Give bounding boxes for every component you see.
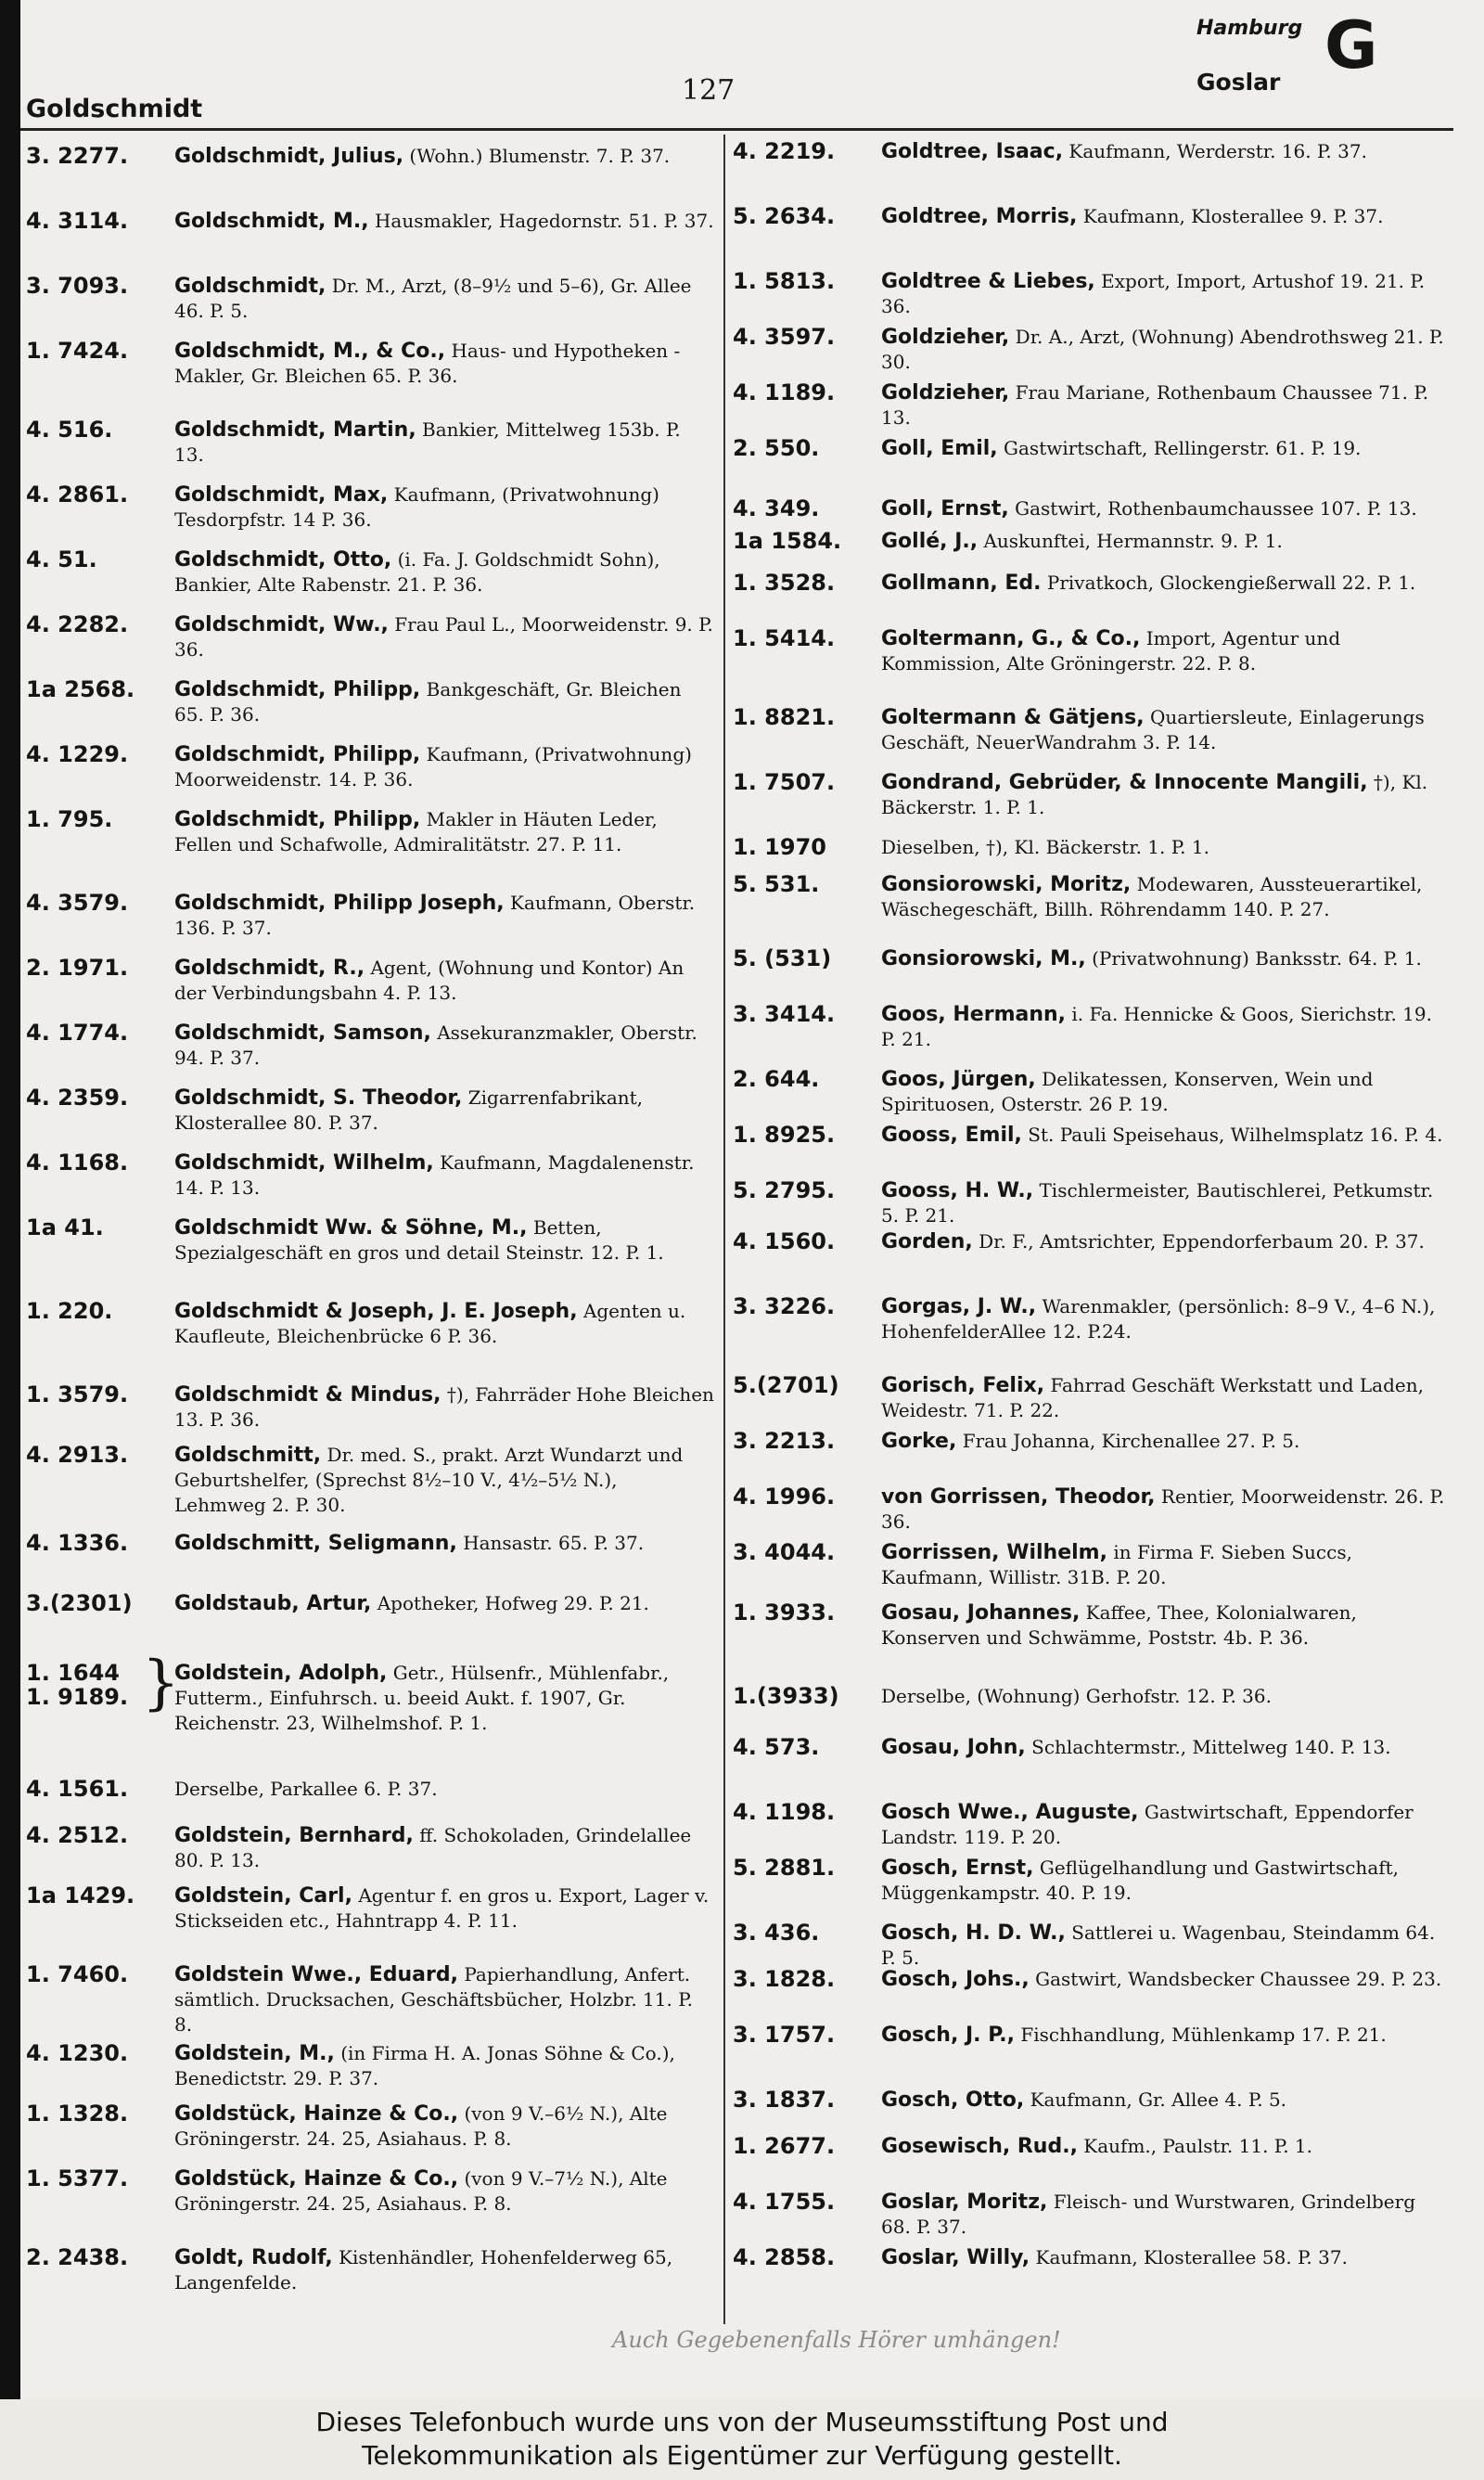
entry-details: (in Firma H. A. Jonas Söhne & Co.), Benedictstr. 29. P. 37. <box>174 2042 675 2089</box>
entry-details: in Firma F. Sieben Succs, Kaufmann, Willistr. 31B. P. 20. <box>881 1541 1352 1588</box>
entry-text <box>881 705 1447 755</box>
entry-number: 5. 531. <box>733 871 820 897</box>
entry-text <box>881 835 1447 860</box>
entry-details: (Wohn.) Blumenstr. 7. P. 37. <box>409 145 671 167</box>
entry-number: 2. 1971. <box>26 955 129 981</box>
entry-text <box>174 274 714 324</box>
entry-text <box>881 1123 1447 1148</box>
entry-number: 1. 8925. <box>733 1122 836 1148</box>
entry-details: Fleisch- und Wurstwaren, Grindelberg 68. P. 37. <box>881 2191 1415 2238</box>
entry-text <box>881 770 1447 820</box>
brace-glyph: } <box>142 1649 180 1717</box>
entry-number: 4. 573. <box>733 1734 820 1760</box>
entry-text <box>881 1856 1447 1906</box>
entry-text <box>881 1921 1447 1971</box>
entry-details: Kaufmann, (Privatwohnung) Tesdorpfstr. 14 P. 36. <box>174 483 659 531</box>
entry-number: 4. 3114. <box>26 208 129 234</box>
entry-text <box>881 380 1447 430</box>
entry-name: Goldstein, Carl, <box>174 1884 352 1908</box>
entry-number: 4. 3579. <box>26 890 129 916</box>
entry-number: 4. 1168. <box>26 1150 129 1176</box>
entry-details: Apotheker, Hofweg 29. P. 21. <box>377 1592 649 1614</box>
entry-details: Bankier, Mittelweg 153b. P. 13. <box>174 418 681 466</box>
entry-text <box>881 571 1447 596</box>
entry-details: Fahrrad Geschäft Werkstatt und Laden, Weidestr. 71. P. 22. <box>881 1374 1424 1421</box>
entry-details: Export, Import, Artushof 19. 21. P. 36. <box>881 270 1426 317</box>
entry-number: 1. 7424. <box>26 338 129 364</box>
entry-text <box>174 1962 714 2037</box>
entry-details: (Privatwohnung) Banksstr. 64. P. 1. <box>1092 947 1422 970</box>
entry-name: Gooss, Emil, <box>881 1124 1022 1147</box>
entry-text <box>881 1600 1447 1651</box>
entry-number: 4. 1229. <box>26 741 129 767</box>
entry-number: 1. 8821. <box>733 704 836 730</box>
entry-text <box>174 144 714 169</box>
banner-line-1: Dieses Telefonbuch wurde uns von der Museumsstiftung Post und <box>315 2407 1169 2437</box>
entry-text <box>174 1883 714 1934</box>
entry-name: Gosch, Ernst, <box>881 1857 1034 1880</box>
entry-details: Geflügelhandlung und Gastwirtschaft, Müggenkampstr. 40. P. 19. <box>881 1857 1400 1904</box>
entry-details: Betten, Spezialgeschäft en gros und detail Steinstr. 12. P. 1. <box>174 1216 664 1264</box>
entry-text <box>881 1540 1447 1590</box>
entry-text <box>174 418 714 468</box>
entry-name: Goldschmitt, <box>174 1444 322 1467</box>
entry-name: Goldschmidt, <box>174 275 326 298</box>
entry-details: Dr. F., Amtsrichter, Eppendorferbaum 20. P. 37. <box>979 1230 1425 1253</box>
entry-text <box>881 626 1447 676</box>
entry-text <box>174 742 714 792</box>
entry-text <box>881 2190 1447 2240</box>
entry-name: Gosch Wwe., Auguste, <box>881 1801 1139 1824</box>
entry-details: Bankgeschäft, Gr. Bleichen 65. P. 36. <box>174 678 682 726</box>
entry-name: Gosch, J. P., <box>881 2024 1015 2047</box>
entry-details: Haus- und Hypotheken - Makler, Gr. Bleichen 65. P. 36. <box>174 340 681 387</box>
entry-number: 1. 1644 <box>26 1660 120 1686</box>
entry-number: 1. 1970 <box>733 834 826 860</box>
entry-number: 4. 349. <box>733 495 820 521</box>
entry-number: 4. 1198. <box>733 1799 836 1825</box>
entry-number: 5. (531) <box>733 945 832 971</box>
entry-text <box>881 1684 1447 1709</box>
entry-text <box>174 1382 714 1433</box>
entry-number: 3. 436. <box>733 1920 820 1946</box>
entry-name: Goldschmidt, Philipp, <box>174 678 421 701</box>
entry-text <box>881 436 1447 461</box>
entry-number: 4. 51. <box>26 546 97 572</box>
entry-number: 4. 1755. <box>733 2189 836 2215</box>
entry-text <box>881 2134 1447 2159</box>
entry-details: Agentur f. en gros u. Export, Lager v. Stickseiden etc., Hahntrapp 4. P. 11. <box>174 1884 710 1932</box>
entry-details: Fischhandlung, Mühlenkamp 17. P. 21. <box>1020 2024 1387 2046</box>
entry-name: Goldstück, Hainze & Co., <box>174 2102 459 2126</box>
entry-details: Kaufmann, Klosterallee 58. P. 37. <box>1035 2246 1348 2268</box>
entry-number: 4. 2282. <box>26 611 129 637</box>
entry-number: 4. 2219. <box>733 138 836 164</box>
entry-details: Gastwirt, Rothenbaumchaussee 107. P. 13. <box>1015 497 1417 520</box>
entry-text <box>174 2101 714 2152</box>
entry-text <box>174 1531 714 1556</box>
entry-name: Goldschmitt, Seligmann, <box>174 1532 457 1555</box>
entry-details: Agent, (Wohnung und Kontor) An der Verbindungsbahn 4. P. 13. <box>174 957 684 1004</box>
entry-number: 4. 2359. <box>26 1085 129 1111</box>
entry-details: Kistenhändler, Hohenfelderweg 65, Langenfelde. <box>174 2246 673 2294</box>
entry-name: Gosau, John, <box>881 1736 1026 1759</box>
entry-name: Goldschmidt, Max, <box>174 483 389 507</box>
entry-details: ff. Schokoladen, Grindelallee 80. P. 13. <box>174 1824 692 1871</box>
entry-name: Gosch, Otto, <box>881 2088 1025 2112</box>
entry-details: Hansastr. 65. P. 37. <box>463 1532 645 1554</box>
entry-number: 4. 1189. <box>733 379 836 405</box>
entry-details: Frau Johanna, Kirchenallee 27. P. 5. <box>962 1430 1300 1452</box>
entry-number: 1.(3933) <box>733 1683 839 1709</box>
entry-text <box>881 1484 1447 1535</box>
entry-details: Dieselben, †), Kl. Bäckerstr. 1. P. 1. <box>881 836 1209 858</box>
entry-number: 3. 2213. <box>733 1428 836 1454</box>
entry-number: 4. 2861. <box>26 482 129 508</box>
entry-details: Dr. A., Arzt, (Wohnung) Abendrothsweg 21. P. 30. <box>881 326 1444 373</box>
entry-details: Delikatessen, Konserven, Wein und Spirituosen, Osterstr. 26 P. 19. <box>881 1068 1374 1115</box>
entry-text <box>174 209 714 234</box>
entry-text <box>174 807 714 857</box>
entry-name: Goldschmidt, Martin, <box>174 418 416 442</box>
entry-name: Goltermann, G., & Co., <box>881 627 1141 650</box>
running-head-area: Goslar <box>1196 69 1281 96</box>
footer-note: Auch Gegebenenfalls Hörer umhängen! <box>612 2327 1061 2353</box>
entry-name: Goldschmidt, Philipp, <box>174 808 421 831</box>
entry-name: Goltermann & Gätjens, <box>881 706 1145 729</box>
entry-name: Gollé, J., <box>881 530 979 553</box>
entry-number: 5.(2701) <box>733 1372 839 1398</box>
entry-details: Dr. M., Arzt, (8–9½ und 5–6), Gr. Allee 46. P. 5. <box>174 275 692 322</box>
entry-details: Sattlerei u. Wagenbau, Steindamm 64. P. 5. <box>881 1921 1436 1969</box>
entry-details: Auskunftei, Hermannstr. 9. P. 1. <box>983 530 1283 552</box>
entry-name: Gosch, H. D. W., <box>881 1921 1066 1945</box>
entry-number: 3.(2301) <box>26 1590 133 1616</box>
entry-text <box>174 2245 714 2295</box>
entry-name: Goldschmidt, Julius, <box>174 145 404 168</box>
entry-text <box>174 339 714 389</box>
entry-text <box>881 1373 1447 1423</box>
entry-text <box>174 1443 714 1518</box>
entry-name: Goldschmidt, S. Theodor, <box>174 1086 463 1110</box>
entry-name: Goll, Ernst, <box>881 497 1009 520</box>
entry-number: 4. 1774. <box>26 1020 129 1046</box>
entry-details: (von 9 V.–6½ N.), Alte Gröningerstr. 24. 25, Asiahaus. P. 8. <box>174 2102 668 2150</box>
entry-name: Goldtree, Isaac, <box>881 140 1064 163</box>
entry-text <box>881 496 1447 521</box>
entry-text <box>174 1215 714 1266</box>
entry-name: Goldschmidt, Philipp Joseph, <box>174 892 505 915</box>
entry-number: 5. 2795. <box>733 1177 836 1203</box>
entry-text <box>174 1777 714 1802</box>
entry-details: Kaufmann, Magdalenenstr. 14. P. 13. <box>174 1151 695 1199</box>
entry-details: Warenmakler, (persönlich: 8–9 V., 4–6 N.), HohenfelderAllee 12. P.24. <box>881 1295 1436 1343</box>
entry-number: 4. 516. <box>26 417 113 443</box>
entry-details: Kaufmann, Werderstr. 16. P. 37. <box>1068 140 1367 162</box>
entry-details: Kaffee, Thee, Kolonialwaren, Konserven und Schwämme, Poststr. 4b. P. 36. <box>881 1601 1357 1649</box>
entry-details: Modewaren, Aussteuerartikel, Wäschegeschäft, Billh. Röhrendamm 140. P. 27. <box>881 873 1423 920</box>
entry-name: Goldstaub, Artur, <box>174 1592 372 1615</box>
entry-text <box>881 1967 1447 1992</box>
entry-name: Goldstein, Bernhard, <box>174 1824 414 1847</box>
entry-text <box>174 1299 714 1349</box>
entry-name: von Gorrissen, Theodor, <box>881 1485 1156 1509</box>
entry-details: Makler in Häuten Leder, Fellen und Schafwolle, Admiralitätstr. 27. P. 11. <box>174 808 658 855</box>
scan-edge <box>0 0 20 2399</box>
entry-number: 1a 2568. <box>26 676 135 702</box>
entry-name: Goldzieher, <box>881 326 1010 349</box>
entry-name: Gorrissen, Wilhelm, <box>881 1541 1107 1564</box>
entry-name: Gosch, Johs., <box>881 1968 1030 1991</box>
entry-text <box>881 204 1447 229</box>
entry-number: 1. 2677. <box>733 2133 836 2159</box>
entry-details: Kaufmann, (Privatwohnung) Moorweidenstr. 14. P. 36. <box>174 743 692 790</box>
entry-text <box>881 139 1447 164</box>
entry-details: Kaufmann, Klosterallee 9. P. 37. <box>1082 205 1384 227</box>
entry-number: 1. 5377. <box>26 2165 129 2191</box>
entry-name: Gorden, <box>881 1230 973 1253</box>
entry-text <box>174 956 714 1006</box>
entry-name: Gooss, H. W., <box>881 1179 1034 1202</box>
entry-number: 1. 1328. <box>26 2101 129 2127</box>
running-head-left: Goldschmidt <box>26 95 203 123</box>
entry-details: i. Fa. Hennicke & Goos, Sierichstr. 19. P. 21. <box>881 1003 1432 1050</box>
entry-text <box>174 1086 714 1136</box>
entry-name: Goldschmidt, Ww., <box>174 613 389 636</box>
entry-details: Hausmakler, Hagedornstr. 51. P. 37. <box>374 210 714 232</box>
entry-name: Gorgas, J. W., <box>881 1295 1037 1318</box>
entry-text <box>174 612 714 662</box>
entry-name: Goldstein, Adolph, <box>174 1662 388 1685</box>
entry-number: 2. 2438. <box>26 2244 129 2270</box>
entry-number: 4. 1561. <box>26 1776 129 1802</box>
entry-name: Goldstein, M., <box>174 2042 335 2065</box>
entry-name: Goldschmidt, Philipp, <box>174 743 421 766</box>
entry-name: Goldschmidt, R., <box>174 957 365 980</box>
entry-details: Frau Mariane, Rothenbaum Chaussee 71. P. 13. <box>881 381 1429 429</box>
entry-name: Goslar, Willy, <box>881 2246 1030 2269</box>
entry-text <box>174 482 714 533</box>
entry-number: 4. 1560. <box>733 1228 836 1254</box>
entry-details: Getr., Hülsenfr., Mühlenfabr., Futterm., Einfuhrsch. u. beeid Aukt. f. 1907, Gr. Reichenstr. 23, Wilhelmshof. P. 1. <box>174 1662 670 1734</box>
entry-text <box>881 2245 1447 2270</box>
entry-details: Zigarrenfabrikant, Klosterallee 80. P. 37. <box>174 1086 644 1134</box>
entry-name: Gosewisch, Rud., <box>881 2135 1078 2158</box>
entry-number: 1. 9189. <box>26 1684 129 1710</box>
entry-number: 1. 5414. <box>733 625 836 651</box>
entry-number: 1. 795. <box>26 806 113 832</box>
entry-number: 1a 41. <box>26 1214 104 1240</box>
entry-text <box>174 2041 714 2091</box>
entry-number: 1. 3579. <box>26 1381 129 1407</box>
entry-text <box>881 325 1447 375</box>
banner-line-2: Telekommunikation als Eigentümer zur Verfügung gestellt. <box>362 2440 1122 2471</box>
entry-details: Kaufmann, Gr. Allee 4. P. 5. <box>1030 2088 1287 2111</box>
entry-details: Assekuranzmakler, Oberstr. 94. P. 37. <box>174 1022 697 1069</box>
entry-details: Derselbe, Parkallee 6. P. 37. <box>174 1778 438 1800</box>
entry-text <box>881 1735 1447 1760</box>
entry-name: Goldschmidt, Wilhelm, <box>174 1151 434 1175</box>
entry-number: 3. 1828. <box>733 1966 836 1992</box>
entry-name: Goll, Emil, <box>881 437 998 460</box>
entry-details: Frau Paul L., Moorweidenstr. 9. P. 36. <box>174 613 713 661</box>
entry-name: Goldstück, Hainze & Co., <box>174 2167 459 2191</box>
entry-number: 4. 2858. <box>733 2244 836 2270</box>
entry-number: 5. 2881. <box>733 1855 836 1881</box>
entry-details: Gastwirt, Wandsbecker Chaussee 29. P. 23. <box>1035 1968 1442 1990</box>
entry-details: Derselbe, (Wohnung) Gerhofstr. 12. P. 36. <box>881 1685 1272 1707</box>
entry-number: 1. 3528. <box>733 570 836 596</box>
entry-details: St. Pauli Speisehaus, Wilhelmsplatz 16. P. 4. <box>1028 1124 1443 1146</box>
entry-text <box>174 1150 714 1201</box>
entry-details: Kaufm., Paulstr. 11. P. 1. <box>1083 2135 1312 2157</box>
entry-number: 3. 4044. <box>733 1539 836 1565</box>
entry-name: Goldschmidt, M., & Co., <box>174 340 446 363</box>
brace-numbers <box>26 1649 180 1717</box>
entry-details: Papierhandlung, Anfert. sämtlich. Drucksachen, Geschäftsbücher, Holzbr. 11. P. 8. <box>174 1963 693 2036</box>
entry-name: Goldtree & Liebes, <box>881 270 1095 293</box>
entry-details: (von 9 V.–7½ N.), Alte Gröningerstr. 24. 25, Asiahaus. P. 8. <box>174 2167 668 2215</box>
entry-text <box>881 1429 1447 1454</box>
entry-name: Goos, Hermann, <box>881 1003 1067 1026</box>
entry-number: 1. 220. <box>26 1298 113 1324</box>
entry-number: 3. 3226. <box>733 1293 836 1319</box>
entry-text <box>881 529 1447 554</box>
entry-number: 4. 3597. <box>733 324 836 350</box>
entry-number: 3. 3414. <box>733 1001 836 1027</box>
entry-number: 1a 1429. <box>26 1882 135 1908</box>
entry-name: Goldschmidt & Mindus, <box>174 1383 441 1407</box>
entry-details: Privatkoch, Glockengießerwall 22. P. 1. <box>1046 572 1416 594</box>
entry-text <box>881 946 1447 971</box>
entry-name: Gonsiorowski, Moritz, <box>881 873 1132 896</box>
entry-details: Agenten u. Kaufleute, Bleichenbrücke 6 P. 36. <box>174 1300 686 1347</box>
running-head-city: Hamburg <box>1196 17 1303 40</box>
ownership-banner <box>0 2399 1484 2480</box>
entry-text <box>881 1229 1447 1254</box>
entry-details: Import, Agentur und Kommission, Alte Gröningerstr. 22. P. 8. <box>881 627 1341 675</box>
entry-number: 1. 7507. <box>733 769 836 795</box>
entry-name: Gondrand, Gebrüder, & Innocente Mangili, <box>881 771 1368 794</box>
entry-name: Gollmann, Ed. <box>881 572 1042 595</box>
entry-text <box>881 2088 1447 2113</box>
entry-text <box>881 1294 1447 1344</box>
entry-number: 3. 7093. <box>26 273 129 299</box>
entry-name: Goldstein Wwe., Eduard, <box>174 1963 458 1986</box>
entry-number: 3. 1757. <box>733 2022 836 2048</box>
entry-name: Goldt, Rudolf, <box>174 2246 333 2269</box>
entry-text <box>881 1178 1447 1228</box>
entry-details: Quartiersleute, Einlagerungs Geschäft, NeuerWandrahm 3. P. 14. <box>881 706 1425 753</box>
column-divider <box>723 135 725 2324</box>
entry-details: †), Fahrräder Hohe Bleichen 13. P. 36. <box>174 1383 714 1431</box>
entry-text <box>881 872 1447 922</box>
entry-text <box>881 1002 1447 1052</box>
entry-details: Tischlermeister, Bautischlerei, Petkumstr. 5. P. 21. <box>881 1179 1434 1227</box>
entry-text <box>174 2166 714 2217</box>
entry-text <box>881 1800 1447 1850</box>
entry-name: Goldzieher, <box>881 381 1010 405</box>
entry-number: 2. 644. <box>733 1066 820 1092</box>
entry-number: 4. 1230. <box>26 2040 129 2066</box>
entry-text <box>174 547 714 598</box>
entry-number: 3. 1837. <box>733 2087 836 2113</box>
entry-text <box>174 1661 714 1736</box>
entry-text <box>881 2023 1447 2048</box>
entry-text <box>174 1823 714 1873</box>
entry-name: Goldschmidt & Joseph, J. E. Joseph, <box>174 1300 578 1323</box>
entry-name: Goldschmidt, M., <box>174 210 369 233</box>
entry-name: Gosau, Johannes, <box>881 1601 1081 1625</box>
entry-number: 4. 1996. <box>733 1484 836 1510</box>
entry-name: Gorisch, Felix, <box>881 1374 1045 1397</box>
entry-name: Goldschmidt, Otto, <box>174 548 392 572</box>
entry-text <box>174 891 714 941</box>
page-number: 127 <box>682 74 736 107</box>
entry-details: Gastwirtschaft, Rellingerstr. 61. P. 19. <box>1004 437 1362 459</box>
entry-number: 2. 550. <box>733 435 820 461</box>
entry-name: Goslar, Moritz, <box>881 2191 1048 2214</box>
entry-number: 1. 7460. <box>26 1961 129 1987</box>
entry-name: Goldschmidt Ww. & Söhne, M., <box>174 1216 528 1240</box>
entry-details: Schlachtermstr., Mittelweg 140. P. 13. <box>1031 1736 1391 1758</box>
entry-name: Gorke, <box>881 1430 957 1453</box>
entry-details: Kaufmann, Oberstr. 136. P. 37. <box>174 892 696 939</box>
entry-name: Goldschmidt, Samson, <box>174 1022 431 1045</box>
entry-number: 1. 3933. <box>733 1600 836 1625</box>
entry-number: 4. 2913. <box>26 1442 129 1468</box>
entry-number: 1. 5813. <box>733 268 836 294</box>
header-rule <box>20 128 1453 131</box>
entry-number: 4. 1336. <box>26 1530 129 1556</box>
entry-details: Dr. med. S., prakt. Arzt Wundarzt und Geburtshelfer, (Sprechst 8½–10 V., 4½–5½ N.), Lehmweg 2. P. 30. <box>174 1444 684 1516</box>
entry-number: 4. 2512. <box>26 1822 129 1848</box>
entry-number: 1a 1584. <box>733 528 842 554</box>
entry-details: †), Kl. Bäckerstr. 1. P. 1. <box>881 771 1428 818</box>
entry-text <box>881 1067 1447 1117</box>
entry-text <box>174 677 714 727</box>
entry-number: 5. 2634. <box>733 203 836 229</box>
entry-details: Rentier, Moorweidenstr. 26. P. 36. <box>881 1485 1445 1533</box>
entry-name: Goos, Jürgen, <box>881 1068 1036 1091</box>
entry-text <box>174 1591 714 1616</box>
entry-name: Goldtree, Morris, <box>881 205 1078 228</box>
entry-text <box>881 269 1447 319</box>
entry-text <box>174 1021 714 1071</box>
section-letter: G <box>1324 7 1378 84</box>
entry-name: Gonsiorowski, M., <box>881 947 1086 970</box>
entry-details: (i. Fa. J. Goldschmidt Sohn), Bankier, Alte Rabenstr. 21. P. 36. <box>174 548 660 596</box>
entry-number: 3. 2277. <box>26 143 129 169</box>
entry-details: Gastwirtschaft, Eppendorfer Landstr. 119. P. 20. <box>881 1801 1414 1848</box>
